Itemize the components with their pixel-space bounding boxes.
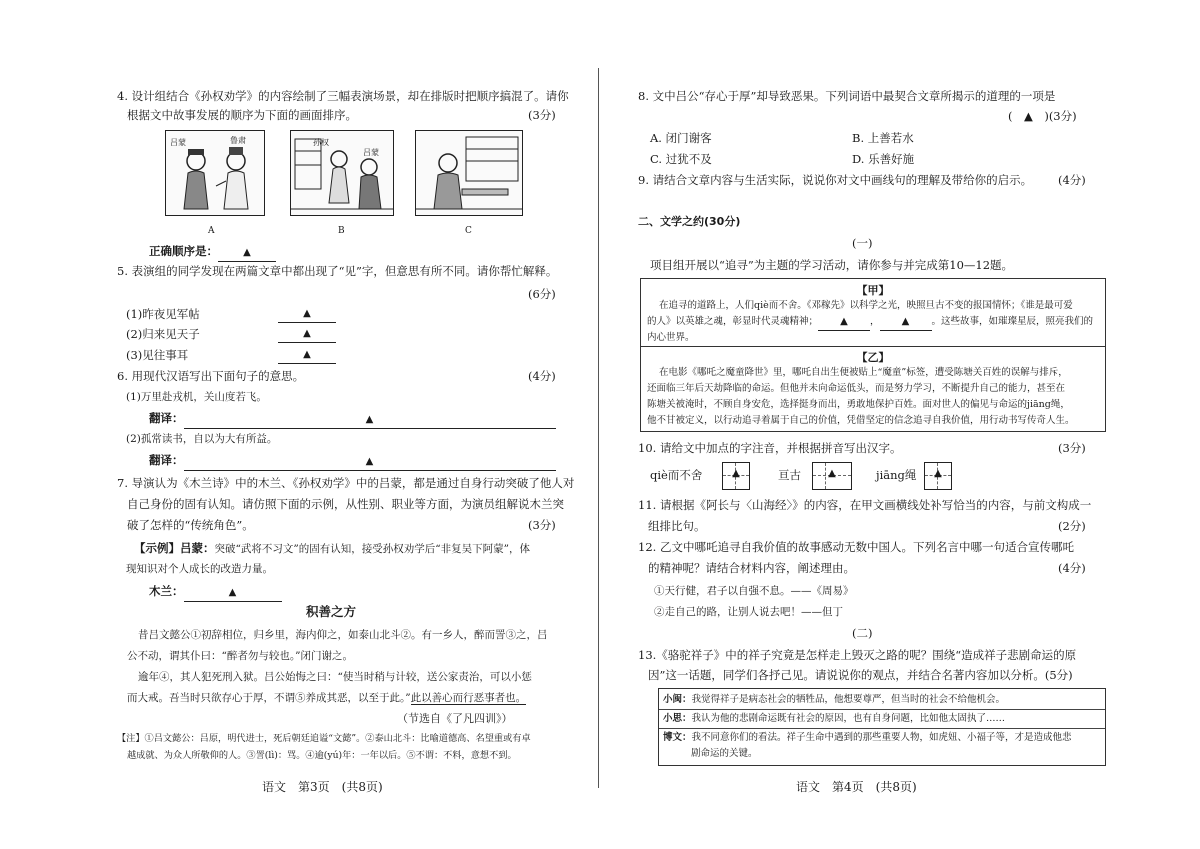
q8-option-a[interactable]: A. 闭门谢客 [650,131,712,145]
answer-marker: ▲ [303,308,311,319]
xiaomin-label: 小闽： [663,694,692,705]
scene-a-label-2: 鲁肃 [230,136,246,145]
page-footer-3: 语文 第3页 (共8页) [262,780,383,794]
q12-line2: 的精神呢？请结合材料内容，阐述理由。 [648,561,855,575]
q5-item-1: (1)昨夜见军帖 [126,307,200,321]
q6-translate-2 [149,452,556,471]
scene-a-letter: A [208,226,215,236]
reading-box [640,278,1106,432]
q9-line1: 9. 请结合文章内容与生活实际，说说你对文中画线句的理解及带给你的启示。 [638,173,1033,187]
example-label: 【示例】吕蒙： [134,541,215,555]
passage-p1-line1: 昔吕文懿公①初辞相位，归乡里，海内仰之，如泰山北斗②。有一乡人，醉而詈③之，吕 [138,629,548,641]
q8-option-d[interactable]: D. 乐善好施 [852,152,915,166]
scene-b-illustration [291,131,393,215]
yi-title: 【乙】 [856,351,890,364]
right-page [600,0,1200,849]
q8-option-c[interactable]: C. 过犹不及 [650,152,712,166]
q5-blank-2[interactable] [278,324,336,343]
q13-line1: 13.《骆驼祥子》中的祥子究竟是怎样走上毁灭之路的呢？围绕“造成祥子悲剧命运的原 [638,648,1077,662]
answer-marker: ▲ [934,468,942,479]
answer-marker: ▲ [901,316,910,327]
xiaosi-text: 我认为他的悲剧命运既有社会的原因，也有自身问题，比如他太固执了…… [691,713,1006,724]
jia-text-end: 。这些故事，如璀璨星辰，照亮我们的 [931,316,1094,327]
q8-line1: 8. 文中吕公“存心于厚”却导致恶果。下列词语中最契合文章所揭示的道理的一项是 [638,89,1056,103]
q6-line1: 6. 用现代汉语写出下面句子的意思。 [117,369,305,383]
translate-label: 翻译： [149,453,184,467]
q4-answer [149,243,276,262]
part-2-label: (二) [852,626,873,640]
yi-line4: 他不甘被定义，以行动追寻着属于自己的价值，凭借坚定的信念追寻自我价值，用行动书写传奇人生。 [647,415,1075,426]
q6-answer-blank-2[interactable] [184,452,556,471]
q10-word-1: qiè而不舍 [650,468,703,482]
q11-score: (2分) [1058,519,1086,533]
scene-picture-a [165,130,265,216]
mulan-label: 木兰： [149,584,184,598]
q12-score: (4分) [1058,561,1086,575]
q8-option-b[interactable]: B. 上善若水 [852,131,914,145]
jia-text: 的人》以英雄之魂，彰显时代灵魂精神； [647,316,819,327]
scene-b-label-2: 吕蒙 [363,148,379,157]
answer-marker: ▲ [243,247,251,258]
q7-example-2: 现知识对个人成长的改造力量。 [126,563,273,575]
answer-marker: ▲ [828,468,836,479]
bowen-text-2: 剧命运的关键。 [691,748,758,759]
answer-marker: ▲ [840,316,848,327]
q10-answer-box-1[interactable] [722,462,750,490]
q12-option-1: ①天行健，君子以自强不息。——《周易》 [654,585,854,597]
q5-score: (6分) [528,287,556,301]
passage-note-2: 越成就、为众人所敬仰的人。③詈(lì)：骂。④逾(yú)年：一年以后。⑤不谓：不料，意想不到。 [127,750,517,761]
q10-score: (3分) [1058,441,1086,455]
xiaomin-text: 我觉得祥子是病态社会的牺牲品，他想要尊严，但当时的社会不给他机会。 [691,694,1006,705]
q6-translate-1 [149,410,556,429]
discussion-box [658,688,1106,766]
xiaomin-row [663,692,1005,708]
q4-answer-label: 正确顺序是： [149,244,218,258]
q4-line1: 4. 设计组结合《孙权劝学》的内容绘制了三幅表演场景，却在排版时把顺序搞混了。请你 [117,89,569,103]
q6-score: (4分) [528,369,556,383]
scene-c-illustration [416,131,522,215]
q6-sentence-2: (2)孤常读书，自以为大有所益。 [126,433,278,445]
underlined-sentence: 此以善心而行恶事者也。 [410,692,527,704]
q7-score: (3分) [528,518,556,532]
q11-line1: 11. 请根据《阿长与〈山海经〉》的内容，在甲文画横线处补写恰当的内容，与前文构成一 [638,498,1092,512]
scene-a-label-1: 吕蒙 [170,138,186,147]
q7-line2: 自己身份的固有认知。请仿照下面的示例，从性别、职业等方面，为演员组解说木兰突 [127,497,564,511]
bowen-label: 博文： [663,732,692,743]
passage-title: 积善之方 [306,604,357,619]
jia-title: 【甲】 [856,284,890,297]
jia-line3: 内心世界。 [647,332,695,343]
q4-score: (3分) [528,108,556,122]
passage-p2-text: 而大戒。吾当时只欲存心于厚，不谓⑤养成其恶，以至于此。” [127,692,411,704]
passage-p1-line2: 公不动，谓其仆曰：“醉者勿与较也。”闭门谢之。 [127,650,353,662]
answer-marker: ▲ [365,414,374,425]
scene-picture-b [290,130,394,216]
yi-line3: 陈塘关被淹时，不顾自身安危，选择挺身而出，勇敢地保护百姓。面对世人的偏见与命运的jiāng绳， [647,399,1070,410]
q5-item-2: (2)归来见天子 [126,327,200,341]
q13-line2: 因”这一话题，同学们各抒己见。请说说你的观点，并结合名著内容加以分析。(5分) [648,668,1073,682]
example-text-1: 突破“武将不习文”的固有认知，接受孙权劝学后“非复吴下阿蒙”，体 [214,543,530,555]
answer-marker: ▲ [228,587,237,598]
q4-line2: 根据文中故事发展的顺序为下面的画面排序。 [127,108,357,122]
q10-line1: 10. 请给文中加点的字注音，并根据拼音写出汉字。 [638,441,902,455]
q10-word-2: 亘古 [778,468,801,482]
q9-score: (4分) [1058,173,1086,187]
q10-answer-box-3[interactable] [924,462,952,490]
passage-source: （节选自《了凡四训》） [397,712,513,725]
bowen-text-1: 我不同意你们的看法。祥子生命中遇到的那些重要人物，如虎妞、小福子等，才是造成他悲 [691,732,1072,743]
q5-blank-1[interactable] [278,304,336,323]
jia-line2: 的人》以英雄之魂，彰显时代灵魂精神； ▲ ， ▲ 。这些故事，如璀璨星辰，照亮我们的 [647,314,1093,331]
yi-line2: 还面临三年后天劫降临的命运。但他并未向命运低头，而是努力学习，不断提升自己的能力，甚至在 [647,383,1066,394]
scene-b-label-1: 孙权 [313,138,329,147]
q7-answer-blank[interactable] [184,583,282,602]
page-footer-4: 语文 第4页 (共8页) [796,780,917,794]
q6-answer-blank-1[interactable] [184,410,556,429]
answer-marker: ▲ [732,468,740,479]
row-separator [659,728,1105,729]
answer-marker: ▲ [365,456,374,467]
q7-line1: 7. 导演认为《木兰诗》中的木兰、《孙权劝学》中的吕蒙，都是通过自身行动突破了他人对 [117,476,575,490]
translate-label: 翻译： [149,411,184,425]
yi-line1: 在电影《哪吒之魔童降世》里，哪吒自出生便被贴上“魔童”标签，遭受陈塘关百姓的误解与排斥， [659,367,1068,378]
answer-marker: ▲ [303,349,311,360]
q7-example-1 [134,540,530,557]
q4-answer-blank[interactable] [218,243,276,262]
part-1-label: (一) [852,236,873,250]
passage-note-1: 【注】①吕文懿公：吕原，明代进士，死后朝廷追谥“文懿”。②泰山北斗：比喻道德高、名望重或有卓 [117,733,531,744]
answer-marker: ▲ [303,328,311,339]
q12-option-2: ②走自己的路，让别人说去吧！——但丁 [654,606,843,618]
q7-line3: 破了怎样的“传统角色”。 [127,518,254,532]
q10-word-3: jiāng绳 [876,468,917,482]
xiaosi-label: 小思： [663,713,692,724]
q8-score: ( ▲ )(3分) [1008,109,1077,123]
passage-p2-line1: 逾年④，其人犯死刑入狱。吕公始悔之曰：“使当时稍与计较，送公家责治，可以小惩 [138,671,532,683]
box-separator [641,346,1105,347]
row-separator [659,709,1105,710]
jia-line1: 在追寻的道路上，人们qiè而不舍。《邓稼先》以科学之光，映照旦古不变的报国情怀；《谁是最可爱 [659,300,1073,311]
q5-item-3: (3)见往事耳 [126,348,189,362]
section-2-title: 二、文学之约(30分) [638,215,741,228]
scene-picture-c [415,130,523,216]
q5-line1: 5. 表演组的同学发现在两篇文章中都出现了“见”字，但意思有所不同。请你帮忙解释。 [117,264,558,278]
scene-c-letter: C [465,226,472,236]
section-2-intro: 项目组开展以“追寻”为主题的学习活动，请你参与并完成第10—12题。 [650,258,1014,272]
q10-answer-box-2[interactable] [812,462,852,490]
q6-sentence-1: (1)万里赴戎机，关山度若飞。 [126,391,267,403]
xiaosi-row [663,711,1005,727]
jia-blank-2[interactable] [880,314,932,331]
passage-p2-line2 [127,690,526,706]
q7-mulan [149,583,282,602]
q12-line1: 12. 乙文中哪吒追寻自我价值的故事感动无数中国人。下列名言中哪一句适合宣传哪吒 [638,540,1074,554]
q5-blank-3[interactable] [278,345,336,364]
q11-line2: 组排比句。 [648,519,706,533]
scene-b-letter: B [338,226,345,236]
bowen-row [663,730,1072,746]
jia-blank-1[interactable] [818,314,870,331]
page-divider [598,68,599,788]
